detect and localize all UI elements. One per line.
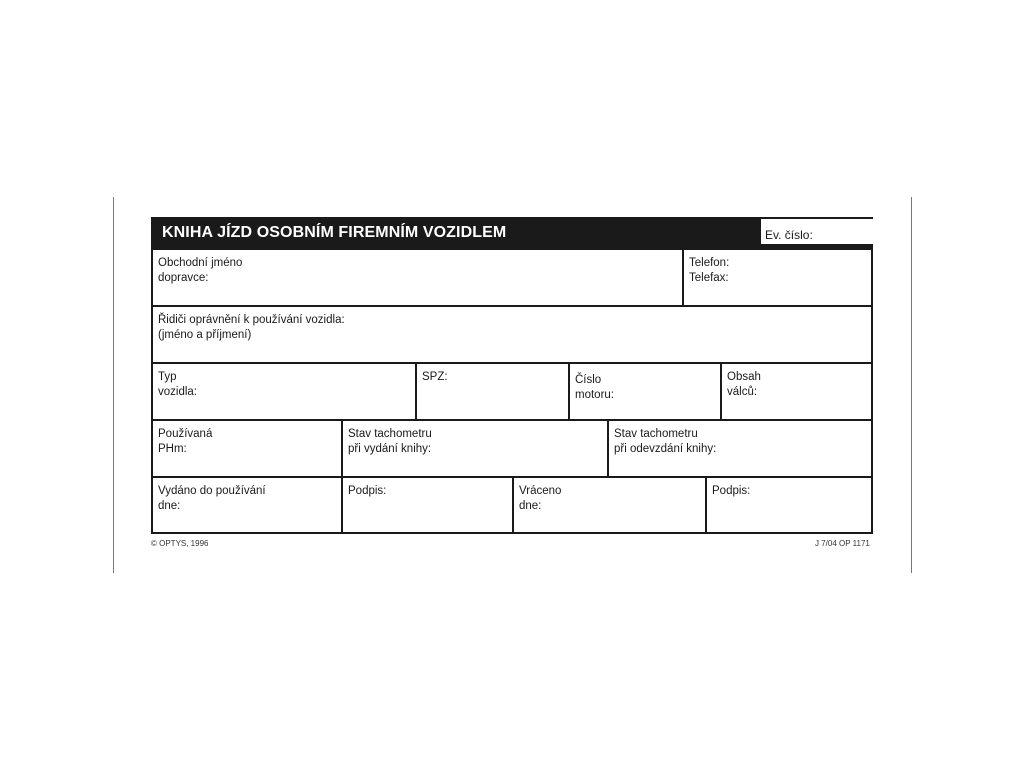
tacho-issue-label: Stav tachometru při vydání knihy: bbox=[348, 428, 432, 455]
spz-label: SPZ: bbox=[422, 371, 448, 383]
issue-signature-label: Podpis: bbox=[348, 485, 387, 497]
spz-field[interactable] bbox=[415, 364, 570, 420]
ev-number-label: Ev. číslo: bbox=[765, 228, 813, 242]
tacho-return-field[interactable] bbox=[607, 421, 871, 476]
engine-number-field[interactable] bbox=[568, 364, 722, 420]
drivers-label: Řidiči oprávnění k používání vozidla: (jméno a příjmení) bbox=[158, 314, 345, 341]
issued-date-label: Vydáno do používání dne: bbox=[158, 485, 266, 512]
drivers-field[interactable] bbox=[153, 307, 871, 362]
return-signature-label: Podpis: bbox=[712, 485, 751, 497]
returned-date-field[interactable] bbox=[512, 478, 707, 532]
returned-date-label: Vráceno dne: bbox=[519, 485, 562, 512]
ev-number-field[interactable] bbox=[759, 219, 873, 246]
phone-fax-label: Telefon: Telefax: bbox=[689, 257, 730, 284]
fuel-label: Používaná PHm: bbox=[158, 428, 213, 455]
phone-fax-field[interactable] bbox=[682, 250, 871, 305]
row-company bbox=[153, 248, 871, 305]
tacho-issue-field[interactable] bbox=[341, 421, 609, 476]
tacho-return-label: Stav tachometru při odevzdání knihy: bbox=[614, 428, 717, 455]
logbook-form bbox=[151, 217, 873, 534]
vehicle-type-field[interactable] bbox=[153, 364, 417, 420]
form-title: KNIHA JÍZD OSOBNÍM FIREMNÍM VOZIDLEM bbox=[162, 224, 507, 241]
left-edge-line bbox=[113, 197, 114, 573]
row-fuel-tacho bbox=[153, 419, 871, 476]
engine-capacity-field[interactable] bbox=[720, 364, 871, 420]
issued-date-field[interactable] bbox=[153, 478, 343, 532]
engine-capacity-label: Obsah válců: bbox=[727, 371, 761, 398]
engine-number-label: Číslo motoru: bbox=[575, 374, 614, 401]
vehicle-type-label: Typ vozidla: bbox=[158, 371, 197, 398]
copyright-note: © OPTYS, 1996 bbox=[151, 539, 209, 548]
issue-signature-field[interactable] bbox=[341, 478, 514, 532]
fuel-field[interactable] bbox=[153, 421, 343, 476]
form-code: J 7/04 OP 1171 bbox=[815, 539, 870, 548]
row-vehicle bbox=[153, 362, 871, 420]
row-issue-return bbox=[153, 476, 871, 532]
company-name-field[interactable] bbox=[153, 250, 684, 305]
company-name-label: Obchodní jméno dopravce: bbox=[158, 257, 243, 284]
return-signature-field[interactable] bbox=[705, 478, 871, 532]
row-drivers bbox=[153, 305, 871, 362]
right-edge-line bbox=[911, 197, 912, 573]
